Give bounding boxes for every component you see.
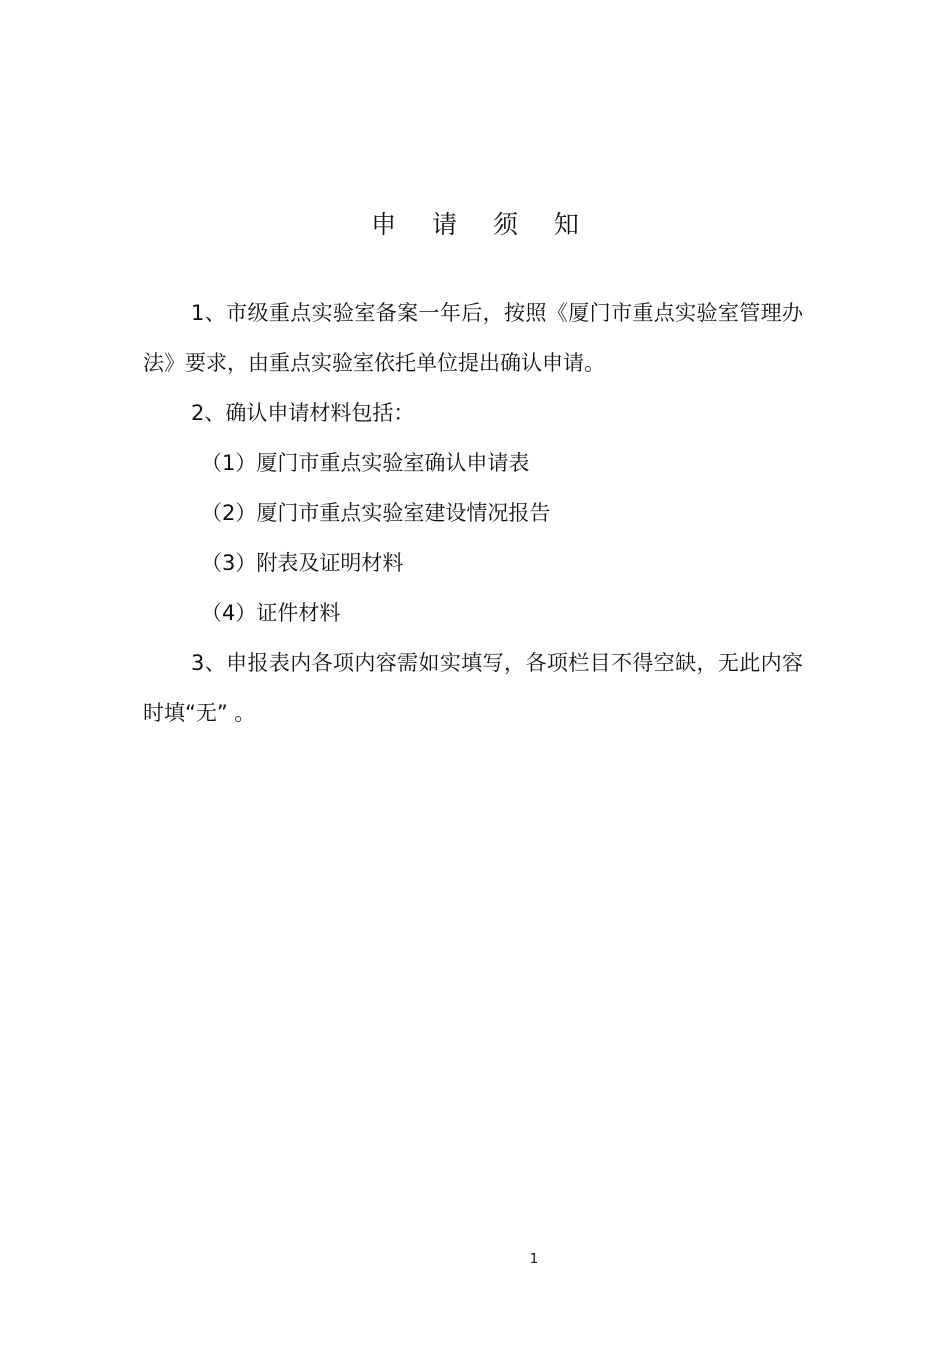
list-item-1: （1）厦门市重点实验室确认申请表 [201,451,530,475]
list-item-4: （4）证件材料 [201,601,341,625]
page-number: 1 [529,1252,539,1267]
list-item-2: （2）厦门市重点实验室建设情况报告 [201,501,551,525]
list-item-3: （3）附表及证明材料 [201,551,404,575]
paragraph-2: 2、确认申请材料包括： [191,401,415,425]
paragraph-1: 1、市级重点实验室备案一年后，按照《厦门市重点实验室管理办法》要求，由重点实验室依托单位提出确认申请。 [143,301,803,375]
page-title: 申 请 须 知 [371,210,593,239]
notice-content [143,288,803,738]
paragraph-3: 3、申报表内各项内容需如实填写，各项栏目不得空缺，无此内容时填“无” 。 [143,651,803,725]
